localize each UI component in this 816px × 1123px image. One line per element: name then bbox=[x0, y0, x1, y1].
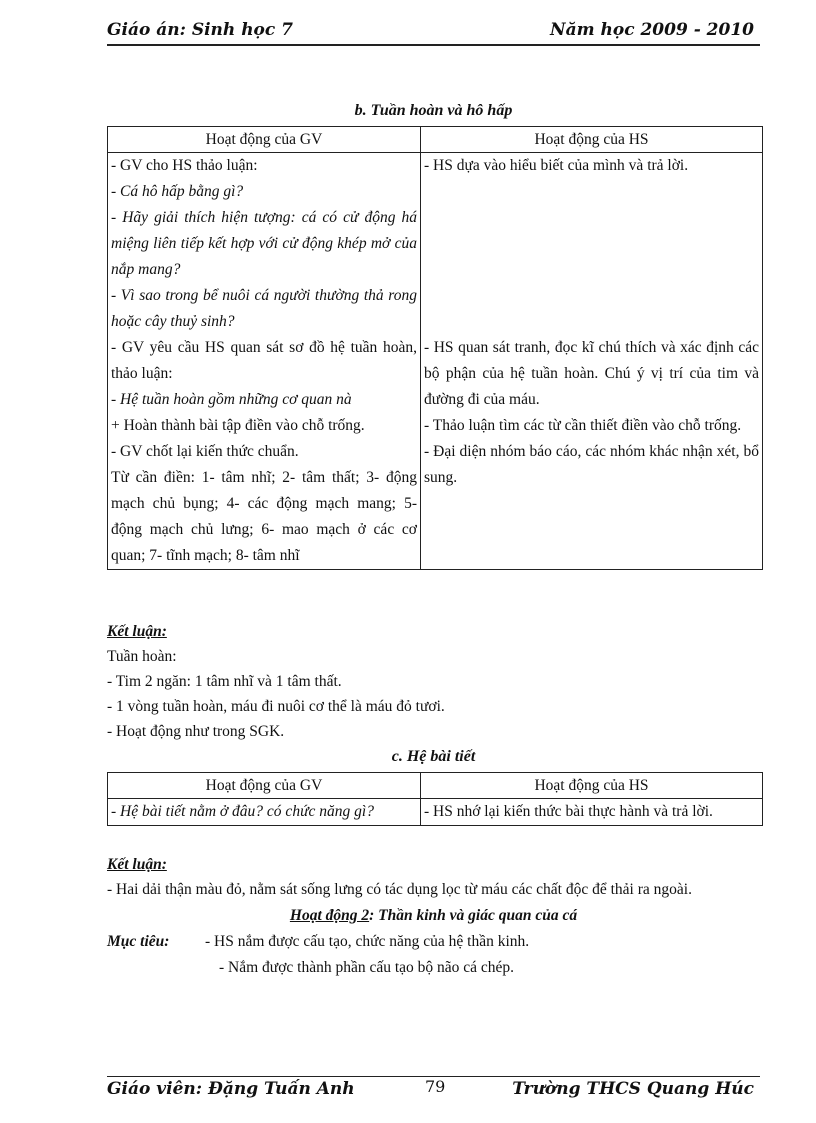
gv-line: - Vì sao trong bể nuôi cá người thường thả rong hoặc cây thuỷ sinh? bbox=[111, 287, 417, 330]
section-b-title: b. Tuần hoàn và hô hấp bbox=[354, 102, 513, 119]
hs-cell bbox=[421, 153, 763, 570]
gv-line: - GV cho HS thảo luận: bbox=[111, 157, 258, 174]
conclusion-line: - Tim 2 ngăn: 1 tâm nhĩ và 1 tâm thất. bbox=[107, 673, 342, 690]
page-header bbox=[107, 14, 760, 46]
col-hs-header: Hoạt động của HS bbox=[421, 127, 763, 153]
gv-cell bbox=[108, 799, 421, 826]
hs-line: - Đại diện nhóm báo cáo, các nhóm khác nhận xét, bổ sung. bbox=[424, 443, 759, 486]
gv-line: - GV chốt lại kiến thức chuẩn. bbox=[111, 443, 299, 460]
activity-2-label: Hoạt động 2 bbox=[289, 907, 370, 924]
gv-line: - Cá hô hấp bằng gì? bbox=[111, 183, 244, 200]
gv-line: Từ cần điền: 1- tâm nhĩ; 2- tâm thất; 3- động mạch chủ bụng; 4- các động mạch mang; 5- động mạch chủ lưng; 6- mao mạch ở các cơ quan; 7- tĩnh mạch; 8- tâm nhĩ bbox=[111, 469, 417, 564]
objective-item: - Nắm được thành phần cấu tạo bộ não cá chép. bbox=[219, 959, 515, 976]
hs-line: - HS nhớ lại kiến thức bài thực hành và trả lời. bbox=[424, 803, 713, 820]
gv-line: - GV yêu cầu HS quan sát sơ đồ hệ tuần hoàn, thảo luận: bbox=[111, 339, 417, 382]
footer-teacher: Giáo viên: Đặng Tuấn Anh bbox=[107, 1079, 355, 1099]
activity-2-title bbox=[107, 903, 760, 929]
page-footer bbox=[107, 1076, 760, 1107]
conclusion-line: - 1 vòng tuần hoàn, máu đi nuôi cơ thể là máu đỏ tươi. bbox=[107, 698, 445, 715]
footer-school: Trường THCS Quang Húc bbox=[512, 1079, 754, 1099]
hs-line: - Thảo luận tìm các từ cần thiết điền vào chỗ trống. bbox=[424, 417, 742, 434]
objective-item: - HS nắm được cấu tạo, chức năng của hệ thần kinh. bbox=[205, 933, 530, 950]
conclusion-label: Kết luận: bbox=[107, 856, 167, 873]
objectives-label: Mục tiêu: bbox=[107, 933, 170, 950]
table-row bbox=[108, 799, 763, 826]
gv-line: + Hoàn thành bài tập điền vào chỗ trống. bbox=[111, 417, 365, 434]
conclusion-line: - Hoạt động như trong SGK. bbox=[107, 723, 285, 740]
col-hs-header: Hoạt động của HS bbox=[421, 773, 763, 799]
table-row bbox=[108, 153, 763, 570]
conclusion-label: Kết luận: bbox=[107, 623, 167, 640]
hs-line: - HS quan sát tranh, đọc kĩ chú thích và xác định các bộ phận của hệ tuần hoàn. Chú ý vị trí của tim và đường đi của máu. bbox=[424, 339, 759, 408]
gv-line: - Hãy giải thích hiện tượng: cá có cử động há miệng liên tiếp kết hợp với cử động khép mở của nắp mang? bbox=[111, 209, 417, 278]
conclusion-b bbox=[107, 620, 760, 744]
header-school-year: Năm học 2009 - 2010 bbox=[550, 20, 754, 40]
conclusion-c bbox=[107, 853, 760, 981]
table-header-row bbox=[108, 773, 763, 799]
activity-2-topic: : Thần kinh và giác quan của cá bbox=[369, 907, 578, 924]
conclusion-line: Tuần hoàn: bbox=[107, 648, 177, 665]
page-number: 79 bbox=[425, 1077, 446, 1096]
hs-cell bbox=[421, 799, 763, 826]
section-b-table bbox=[107, 126, 763, 570]
table-header-row bbox=[108, 127, 763, 153]
col-gv-header: Hoạt động của GV bbox=[108, 773, 421, 799]
gv-line: - Hệ tuần hoàn gồm những cơ quan nà bbox=[111, 391, 352, 408]
section-c-title: c. Hệ bài tiết bbox=[391, 748, 476, 765]
header-subject: Giáo án: Sinh học 7 bbox=[107, 20, 293, 40]
gv-line: - Hệ bài tiết nằm ở đâu? có chức năng gì? bbox=[111, 803, 374, 820]
conclusion-text: - Hai dải thận màu đỏ, nằm sát sống lưng có tác dụng lọc từ máu các chất độc để thải ra ngoài. bbox=[107, 881, 692, 898]
gv-cell bbox=[108, 153, 421, 570]
objectives bbox=[107, 929, 760, 981]
section-c-table bbox=[107, 772, 763, 826]
hs-line: - HS dựa vào hiểu biết của mình và trả lời. bbox=[424, 157, 689, 174]
col-gv-header: Hoạt động của GV bbox=[108, 127, 421, 153]
